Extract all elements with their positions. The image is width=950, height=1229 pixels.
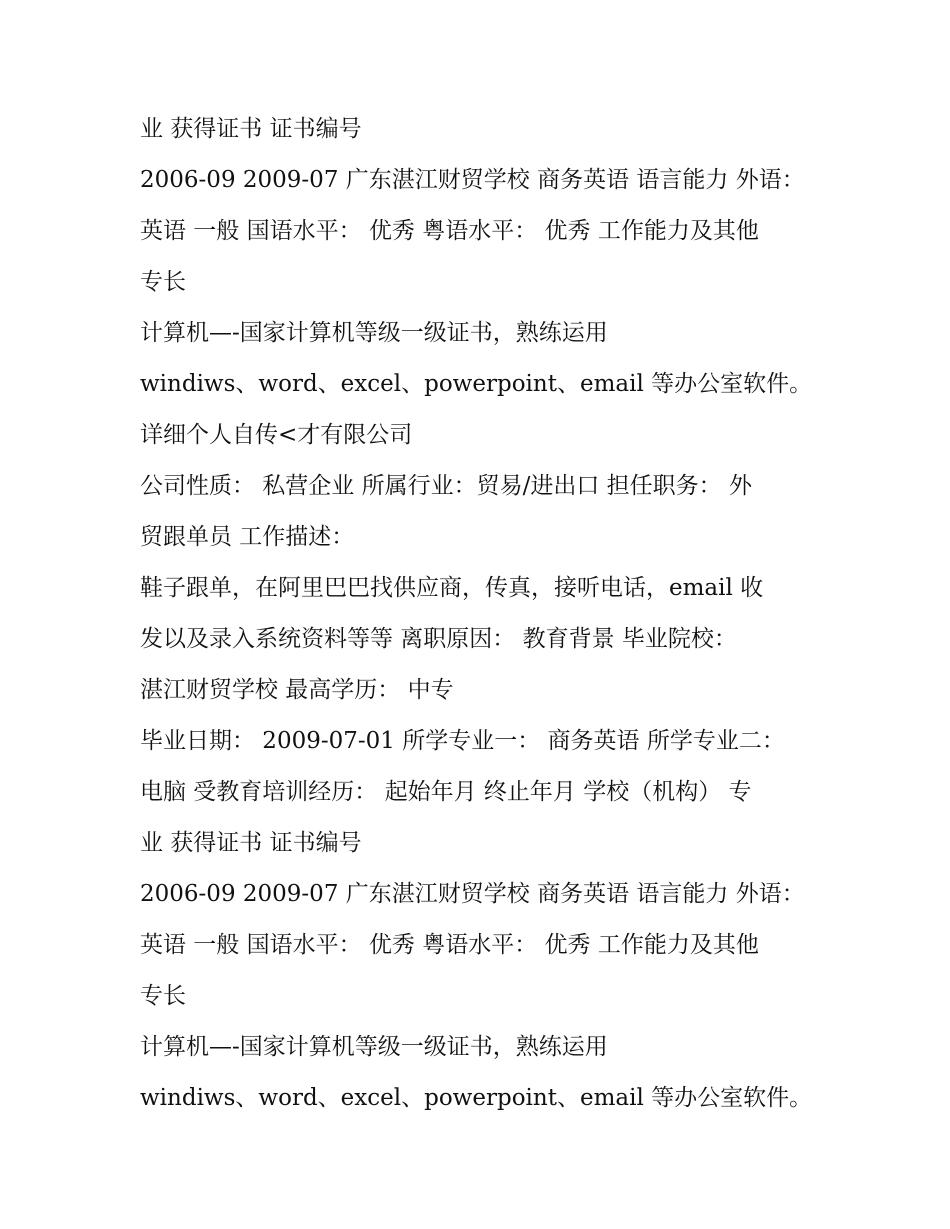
text-line-14: 电脑 受教育培训经历： 起始年月 终止年月 学校（机构） 专 <box>140 779 752 805</box>
text-line-11: 发以及录入系统资料等等 离职原因： 教育背景 毕业院校： <box>140 626 737 652</box>
text-line-4: 专长 <box>140 269 186 295</box>
text-line-7: 详细个人自传<才有限公司 <box>140 422 413 448</box>
text-line-20: windiws、word、excel、powerpoint、email 等办公室软件。 <box>140 1085 813 1111</box>
text-line-5: 计算机—-国家计算机等级一级证书，熟练运用 <box>140 320 608 346</box>
document-body <box>140 104 820 1124</box>
text-line-8: 公司性质： 私营企业 所属行业：贸易/进出口 担任职务： 外 <box>140 473 752 499</box>
text-line-9: 贸跟单员 工作描述： <box>140 524 355 550</box>
text-line-17: 英语 一般 国语水平： 优秀 粤语水平： 优秀 工作能力及其他 <box>140 932 759 958</box>
text-line-12: 湛江财贸学校 最高学历： 中专 <box>140 677 454 703</box>
text-line-15: 业 获得证书 证书编号 <box>140 830 362 856</box>
text-line-18: 专长 <box>140 983 186 1009</box>
text-line-10: 鞋子跟单，在阿里巴巴找供应商，传真，接听电话，email 收 <box>140 575 764 601</box>
text-line-1: 业 获得证书 证书编号 <box>140 116 362 142</box>
text-line-13: 毕业日期： 2009-07-01 所学专业一： 商务英语 所学专业二： <box>140 728 785 754</box>
text-line-6: windiws、word、excel、powerpoint、email 等办公室软件。 <box>140 371 813 397</box>
text-line-19: 计算机—-国家计算机等级一级证书，熟练运用 <box>140 1034 608 1060</box>
text-line-16: 2006-09 2009-07 广东湛江财贸学校 商务英语 语言能力 外语： <box>140 881 805 907</box>
text-line-2: 2006-09 2009-07 广东湛江财贸学校 商务英语 语言能力 外语： <box>140 167 805 193</box>
text-line-3: 英语 一般 国语水平： 优秀 粤语水平： 优秀 工作能力及其他 <box>140 218 759 244</box>
